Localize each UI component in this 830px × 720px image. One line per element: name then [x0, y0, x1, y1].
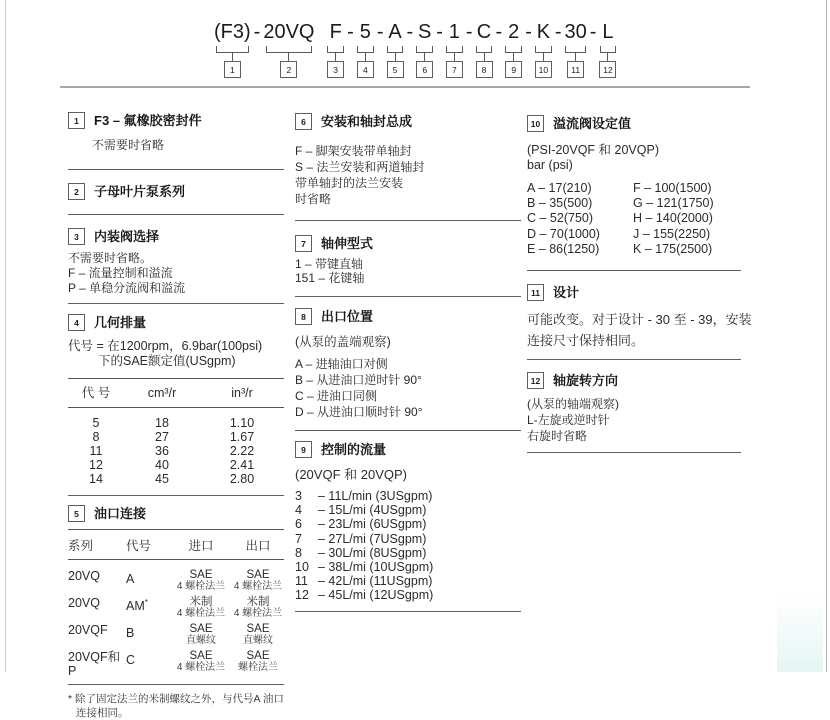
text-line: 1 – 带键直轴 — [295, 257, 364, 271]
section-divider — [295, 611, 521, 612]
text-line: 151 – 花键轴 — [295, 271, 365, 285]
text-line: 时省略 — [295, 192, 332, 206]
cell: 12 — [89, 458, 103, 472]
code-separator: - — [589, 21, 597, 43]
section-title: 几何排量 — [94, 314, 147, 330]
bracket — [216, 46, 250, 53]
code-segment — [476, 20, 493, 78]
bracket — [266, 46, 312, 53]
table-row — [68, 650, 284, 678]
section-12-heading — [527, 372, 741, 389]
section-number: 9 — [295, 441, 312, 458]
cell: 14 — [89, 472, 103, 486]
section-number: 1 — [68, 112, 85, 129]
text-line: 带单轴封的法兰安装 — [295, 176, 404, 190]
section-divider — [68, 495, 284, 496]
code-text: (F3) — [214, 21, 251, 43]
code-cell: AM* — [126, 598, 148, 614]
stem — [575, 53, 576, 61]
text-line: 不需要时省略 — [92, 138, 165, 152]
section-title: 子母叶片泵系列 — [94, 183, 186, 199]
section-3-heading — [68, 228, 284, 245]
series-cell: 20VQF和P — [68, 650, 121, 678]
table-row — [68, 416, 284, 430]
bracket — [446, 46, 463, 53]
section-divider — [68, 214, 284, 215]
column-header: cm³/r — [147, 386, 177, 400]
setting: D – 70(1000) — [527, 226, 600, 241]
series-cell: 20VQ — [68, 596, 100, 610]
code-cell: A — [126, 572, 135, 587]
table-header-row — [68, 534, 284, 560]
scan-artifact — [777, 592, 823, 672]
text-line: B – 从进油口逆时针 90° — [295, 373, 422, 387]
footnote — [68, 692, 284, 720]
section-number: 12 — [527, 372, 544, 389]
section-number: 5 — [68, 505, 85, 522]
setting: B – 35(500) — [527, 196, 593, 211]
code-index-box: 8 — [476, 61, 493, 78]
column-2 — [295, 104, 521, 612]
code-segment — [565, 20, 587, 78]
section-title: 出口位置 — [321, 308, 374, 324]
section-divider — [527, 359, 741, 360]
cell: 40 — [155, 458, 169, 472]
section-1-heading — [68, 112, 284, 129]
code-text: L — [602, 21, 614, 43]
cell: 27 — [155, 430, 169, 444]
code-segment — [387, 20, 404, 78]
column-header: 出口 — [245, 539, 271, 553]
inlet-cell: SAE 4 螺栓法兰 — [176, 569, 226, 592]
code-separator: - — [554, 21, 562, 43]
setting: K – 175(2500) — [633, 241, 713, 256]
flow-row: 7 – 27L/mi (7USgpm) — [295, 531, 427, 546]
outlet-cell: SAE 4 螺栓法兰 — [233, 569, 283, 592]
section-9-heading — [295, 441, 521, 458]
table-row — [68, 444, 284, 458]
stem — [288, 53, 289, 61]
section-title: 内装阀选择 — [94, 228, 160, 244]
cell: 5 — [92, 416, 100, 430]
series-cell: 20VQ — [68, 569, 100, 583]
code-segment — [505, 20, 522, 78]
code-segment — [263, 20, 314, 78]
section-divider — [527, 452, 741, 453]
section-divider — [295, 220, 521, 221]
flow-row: 3 – 11L/min (3USgpm) — [295, 489, 433, 503]
section-7-heading — [295, 235, 521, 252]
column-header: 代 号 — [81, 386, 111, 400]
text-line: bar (psi) — [527, 158, 573, 172]
inlet-cell: SAE 4 螺栓法兰 — [176, 650, 226, 673]
code-index-box: 11 — [567, 61, 584, 78]
text-line: 不需要时省略。 — [68, 251, 153, 265]
section-11-heading — [527, 284, 741, 301]
stem — [424, 53, 425, 61]
section-4-heading — [68, 314, 284, 331]
stem — [484, 53, 485, 61]
section-divider — [295, 430, 521, 431]
section-number: 8 — [295, 308, 312, 325]
code-separator: - — [376, 21, 384, 43]
table-row — [68, 596, 284, 619]
displacement-table — [68, 378, 284, 486]
code-index-box: 10 — [535, 61, 552, 78]
code-text: C — [476, 21, 492, 43]
column-1 — [68, 104, 284, 720]
text-line: 代号 = 在1200rpm，6.9bar(100psi) — [68, 339, 263, 353]
bracket — [327, 46, 344, 53]
code-text: K — [536, 21, 551, 43]
text-line: C – 进油口同侧 — [295, 389, 378, 403]
stem — [513, 53, 514, 61]
code-text: 20VQ — [263, 21, 315, 43]
code-index-box: 12 — [599, 61, 616, 78]
code-cell: C — [126, 653, 136, 668]
section-number: 10 — [527, 115, 544, 132]
section-number: 11 — [527, 284, 544, 301]
code-text: 1 — [448, 21, 460, 43]
code-separator: - — [465, 21, 473, 43]
code-separator: - — [406, 21, 414, 43]
code-index-box: 2 — [280, 61, 297, 78]
section-number: 3 — [68, 228, 85, 245]
section-title: 控制的流量 — [321, 441, 387, 457]
section-title: 设计 — [553, 284, 580, 300]
cell: 8 — [92, 430, 100, 444]
text-line: L-左旋或逆时针 — [527, 413, 610, 428]
text-line: 下的SAE额定值(USgpm) — [98, 354, 236, 368]
code-index-box: 9 — [505, 61, 522, 78]
section-number: 2 — [68, 183, 85, 200]
section-title: 轴旋转方向 — [553, 372, 619, 388]
section-number: 4 — [68, 314, 85, 331]
code-index-box: 3 — [327, 61, 344, 78]
column-3 — [527, 104, 752, 453]
section-divider — [527, 270, 741, 271]
code-text: 2 — [508, 21, 520, 43]
cell: 11 — [89, 444, 103, 458]
flow-row: 4 – 15L/mi (4USgpm) — [295, 503, 427, 518]
setting: G – 121(1750) — [633, 196, 714, 211]
setting: C – 52(750) — [527, 211, 594, 226]
code-segment — [599, 20, 616, 78]
code-separator: - — [525, 21, 532, 43]
cell: 1.10 — [229, 416, 255, 430]
text-line: (从泵的盖端观察) — [295, 335, 391, 349]
cell: 2.80 — [229, 472, 255, 486]
code-segment — [357, 20, 374, 78]
section-divider — [68, 169, 284, 170]
code-segment — [535, 20, 552, 78]
code-separator: - — [436, 21, 443, 43]
section-5-heading — [68, 505, 284, 522]
header-rule — [60, 86, 750, 88]
text-line: (20VQF 和 20VQP) — [295, 467, 407, 482]
code-cell: B — [126, 626, 135, 641]
footnote-line: * 除了固定法兰的米制螺纹之外，与代号A 油口 — [68, 693, 284, 705]
bracket — [505, 46, 522, 53]
bracket — [565, 46, 586, 53]
text-line: F – 流量控制和溢流 — [68, 266, 173, 280]
setting: A – 17(210) — [527, 181, 592, 195]
code-index-box: 6 — [416, 61, 433, 78]
column-header: 进口 — [188, 539, 214, 553]
section-title: 油口连接 — [94, 505, 147, 521]
flow-row: 8 – 30L/mi (8USgpm) — [295, 545, 427, 560]
outlet-cell: SAE 直螺纹 — [243, 623, 273, 646]
flow-row: 10 – 38L/mi (10USgpm) — [295, 560, 434, 575]
code-index-box: 1 — [224, 61, 241, 78]
footnote-line: 连接相同。 — [76, 707, 129, 719]
cell: 45 — [155, 472, 169, 486]
cell: 2.41 — [229, 458, 255, 472]
table-row — [68, 569, 284, 592]
section-divider — [68, 684, 284, 685]
section-title: F3 – 氟橡胶密封件 — [94, 112, 202, 128]
bracket — [416, 46, 433, 53]
code-index-box: 4 — [357, 61, 374, 78]
text-line: 右旋时省略 — [527, 429, 588, 444]
inlet-cell: 米制 4 螺栓法兰 — [176, 596, 226, 619]
series-cell: 20VQF — [68, 623, 108, 637]
code-separator: - — [495, 21, 503, 43]
section-number: 7 — [295, 235, 312, 252]
setting: J – 155(2250) — [633, 226, 711, 241]
cell: 2.22 — [229, 444, 255, 458]
code-segment — [214, 20, 251, 78]
text-line: 可能改变。对于设计 - 30 至 - 39，安装 — [527, 312, 752, 328]
section-2-heading — [68, 183, 284, 200]
code-text: 30 — [564, 21, 587, 43]
text-line: D – 从进油口顺时针 90° — [295, 405, 423, 419]
section-10-heading — [527, 115, 741, 132]
flow-list — [295, 489, 521, 603]
outlet-cell: SAE 螺栓法兰 — [238, 650, 278, 673]
table-header-row — [68, 378, 284, 408]
stem — [232, 53, 233, 61]
text-line: (从泵的轴端观察) — [527, 397, 619, 412]
section-6-heading — [295, 113, 521, 130]
text-line: P – 单稳分流阀和溢流 — [68, 281, 186, 295]
column-header: 代号 — [126, 539, 152, 553]
code-text: S — [418, 21, 432, 43]
flow-row: 6 – 23L/mi (6USgpm) — [295, 517, 427, 532]
code-text: A — [388, 21, 402, 43]
text-line: F – 脚架安装带单轴封 — [295, 144, 412, 158]
cell: 18 — [155, 416, 169, 430]
model-code-diagram — [214, 20, 616, 78]
setting: H – 140(2000) — [633, 211, 713, 226]
cell: 36 — [155, 444, 169, 458]
port-connection-table — [68, 529, 284, 678]
pressure-settings — [527, 181, 741, 257]
section-title: 溢流阀设定值 — [553, 115, 632, 131]
code-text: F — [329, 21, 342, 43]
setting: F – 100(1500) — [633, 181, 712, 195]
table-row — [68, 472, 284, 486]
table-row — [68, 623, 284, 646]
column-header: in³/r — [231, 386, 253, 400]
text-line: 连接尺寸保持相同。 — [527, 333, 645, 349]
code-segment — [446, 20, 463, 78]
stem — [395, 53, 396, 61]
section-divider — [295, 296, 521, 297]
column-header: 系列 — [68, 539, 94, 553]
bracket — [476, 46, 493, 53]
table-row — [68, 458, 284, 472]
page-left-edge — [5, 0, 6, 672]
code-separator: - — [347, 21, 354, 43]
code-segment — [416, 20, 433, 78]
stem — [454, 53, 455, 61]
section-8-heading — [295, 308, 521, 325]
inlet-cell: SAE 直螺纹 — [186, 623, 216, 646]
page-right-edge — [826, 0, 827, 672]
bracket — [387, 46, 404, 53]
section-title: 轴伸型式 — [321, 235, 374, 251]
stem — [365, 53, 366, 61]
text-line: (PSI-20VQF 和 20VQP) — [527, 143, 659, 157]
section-title: 安装和轴封总成 — [321, 113, 413, 129]
flow-row: 11 – 42L/mi (11USgpm) — [295, 574, 433, 589]
stem — [543, 53, 544, 61]
bracket — [535, 46, 552, 53]
text-line: A – 进轴油口对侧 — [295, 357, 388, 371]
text-line: S – 法兰安装和两道轴封 — [295, 160, 425, 174]
bracket — [357, 46, 374, 53]
code-index-box: 7 — [446, 61, 463, 78]
code-separator: - — [253, 21, 261, 43]
outlet-cell: 米制 4 螺栓法兰 — [233, 596, 283, 619]
bracket — [600, 46, 617, 53]
table-row — [68, 430, 284, 444]
cell: 1.67 — [229, 430, 255, 444]
section-divider — [68, 303, 284, 304]
stem — [607, 53, 608, 61]
code-text: 5 — [359, 21, 371, 43]
code-index-box: 5 — [387, 61, 404, 78]
flow-row: 12 – 45L/mi (12USgpm) — [295, 588, 434, 603]
setting: E – 86(1250) — [527, 241, 600, 256]
stem — [335, 53, 336, 61]
section-number: 6 — [295, 113, 312, 130]
code-segment — [327, 20, 344, 78]
